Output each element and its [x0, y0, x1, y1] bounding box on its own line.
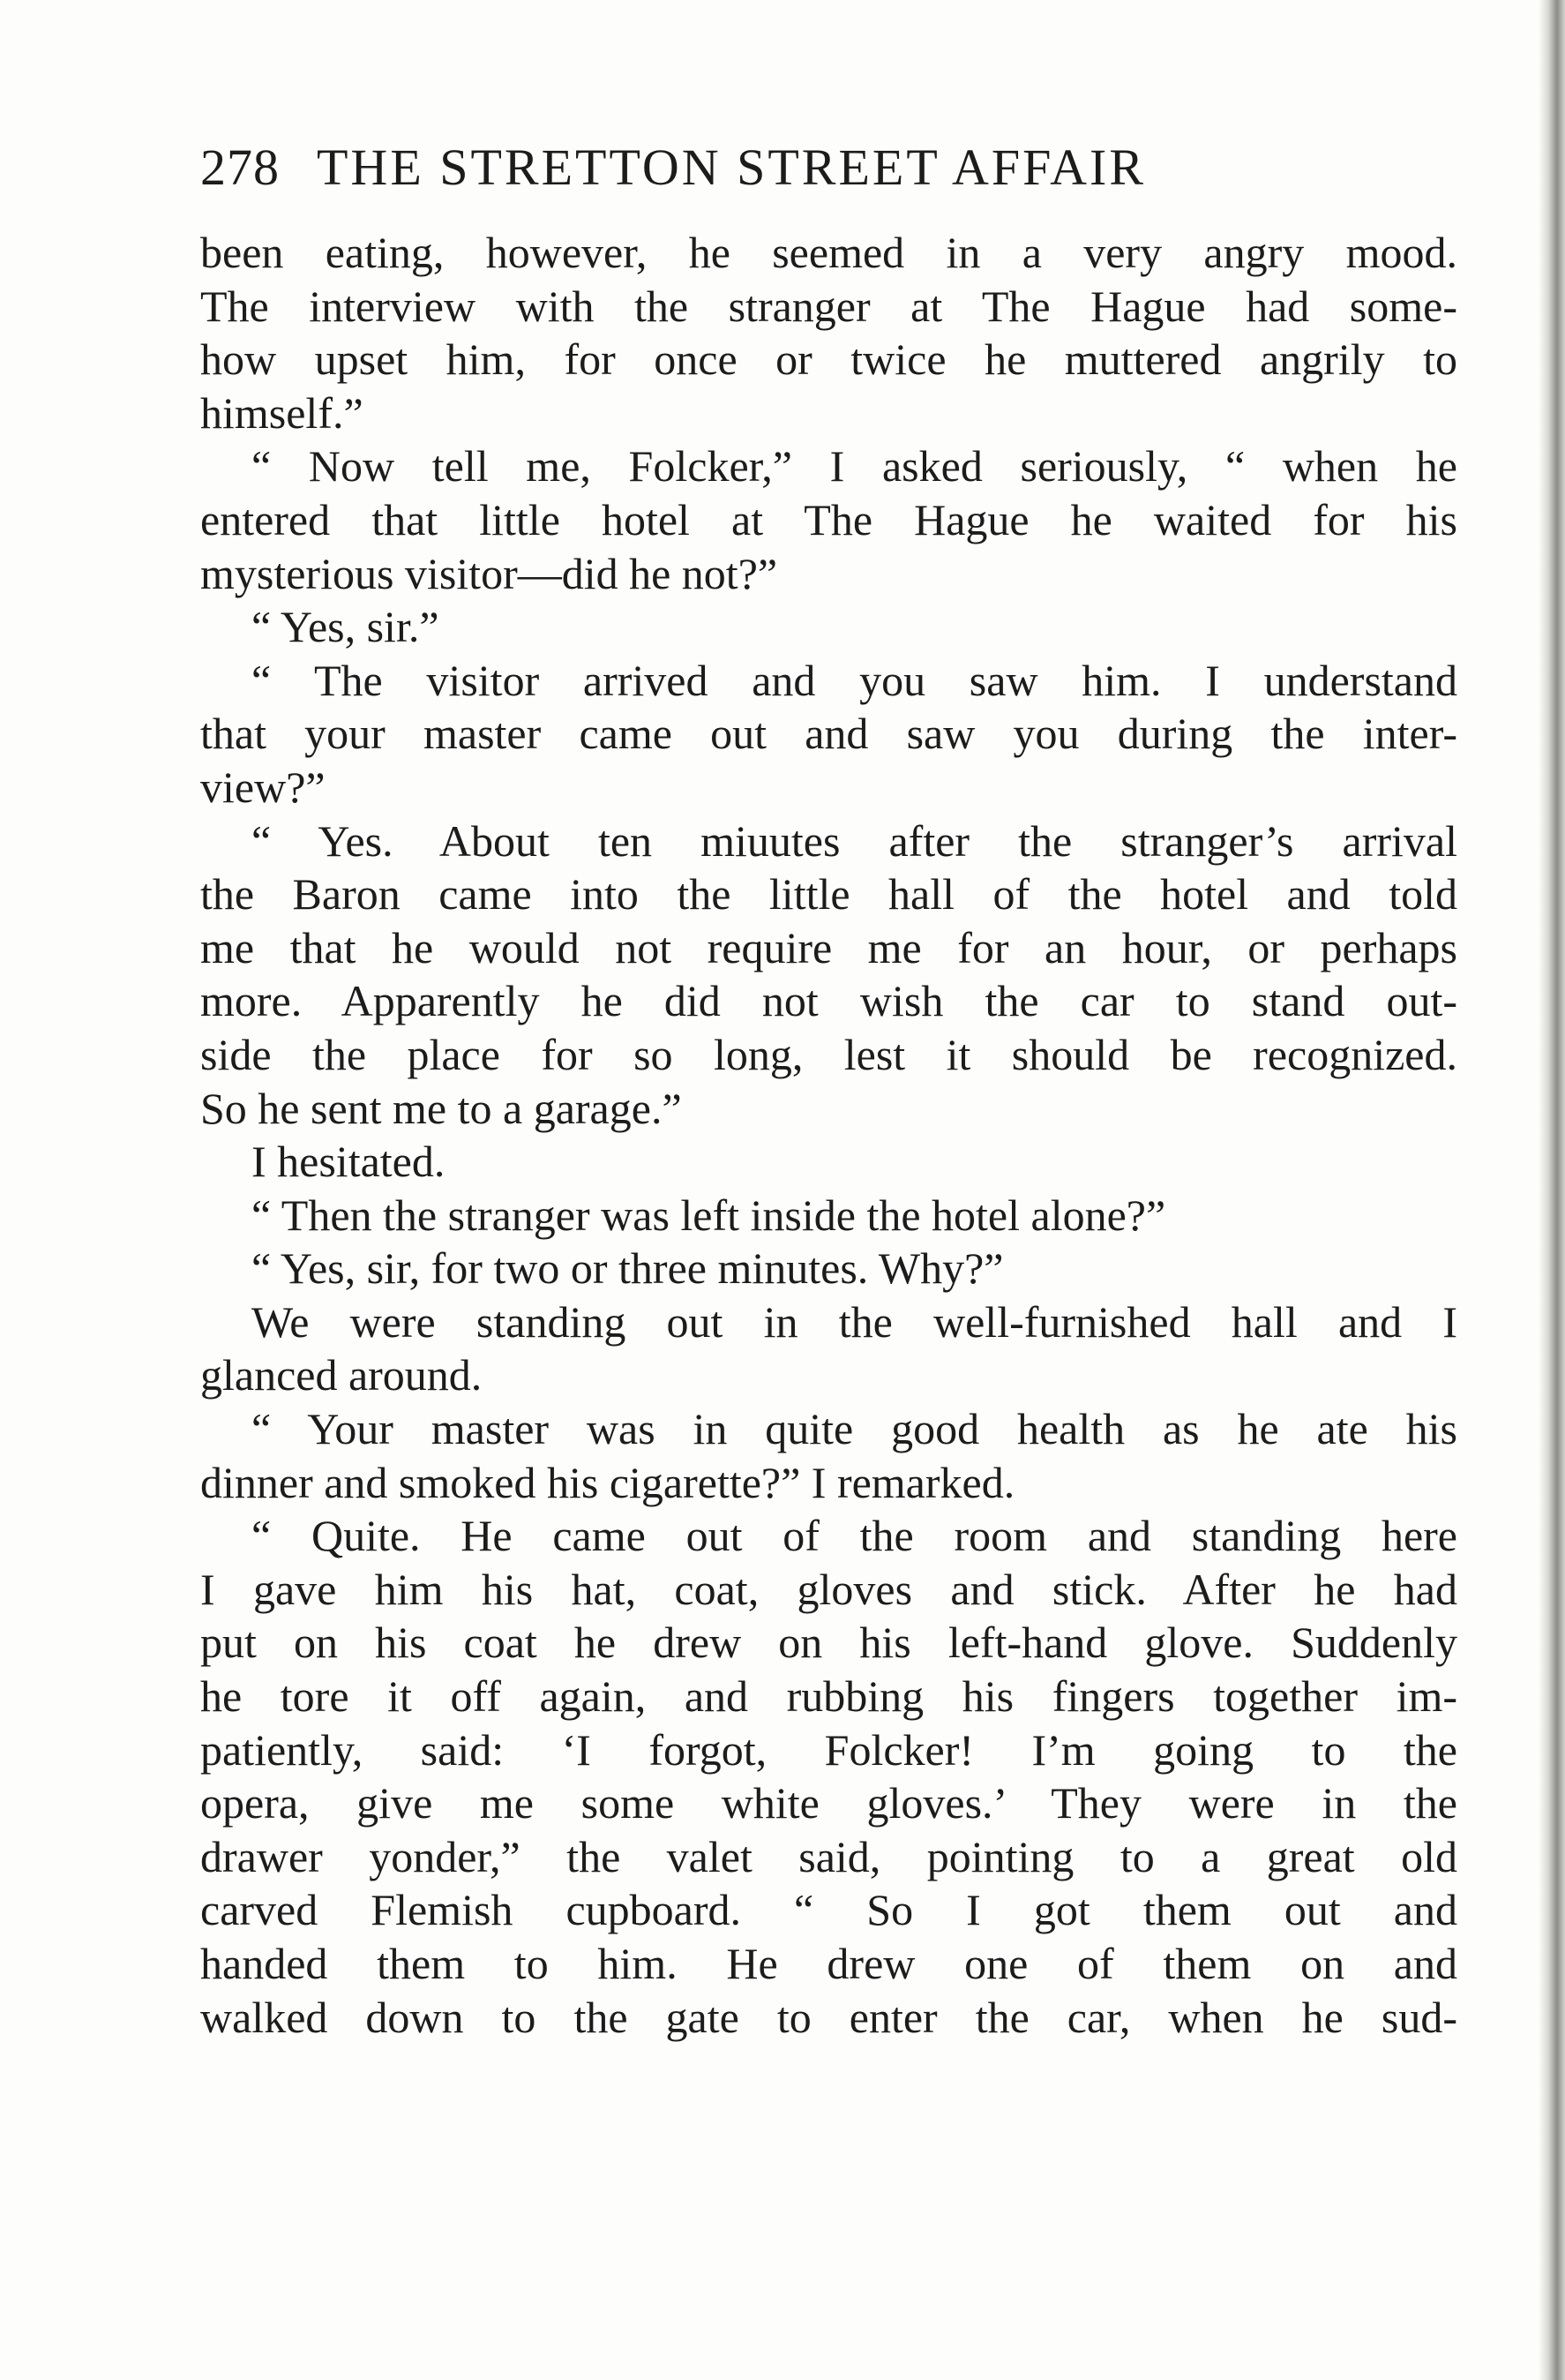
- text-line: me that he would not require me for an hour, or perhaps: [200, 922, 1457, 972]
- text-line: mysterious visitor—did he not?”: [200, 548, 778, 598]
- text-line: that your master came out and saw you during the inter-: [200, 709, 1457, 759]
- text-line: put on his coat he drew on his left-hand glove. Suddenly: [200, 1618, 1457, 1668]
- text-line: So he sent me to a garage.”: [200, 1083, 682, 1133]
- text-line: “ Yes, sir, for two or three minutes. Why?”: [251, 1243, 1004, 1294]
- body-text: [200, 226, 1457, 2044]
- text-line: “ Yes. About ten miuutes after the stranger’s arrival: [251, 815, 1457, 866]
- text-line: I hesitated.: [251, 1137, 446, 1187]
- text-line: “ Your master was in quite good health as he ate his: [251, 1404, 1457, 1454]
- text-line: been eating, however, he seemed in a very angry mood.: [200, 228, 1457, 277]
- text-line: opera, give me some white gloves.’ They were in the: [200, 1778, 1457, 1828]
- text-line: carved Flemish cupboard. “ So I got them out and: [200, 1885, 1457, 1935]
- text-line: I gave him his hat, coat, gloves and stick. After he had: [200, 1564, 1457, 1614]
- text-line: drawer yonder,” the valet said, pointing to a great old: [200, 1831, 1457, 1881]
- text-line: We were standing out in the well-furnished hall and I: [251, 1296, 1457, 1347]
- text-line: the Baron came into the little hall of the hotel and told: [200, 869, 1457, 920]
- text-line: walked down to the gate to enter the car, when he sud-: [200, 1992, 1457, 2042]
- text-line: more. Apparently he did not wish the car to stand out-: [200, 976, 1457, 1026]
- text-line: entered that little hotel at The Hague he waited for his: [200, 494, 1457, 544]
- text-line: “ The visitor arrived and you saw him. I understand: [251, 655, 1457, 705]
- text-line: dinner and smoked his cigarette?” I remarked.: [200, 1457, 1015, 1507]
- text-line: side the place for so long, lest it should be recognized.: [200, 1029, 1457, 1079]
- text-line: how upset him, for once or twice he muttered angrily to: [200, 334, 1457, 385]
- text-line: handed them to him. He drew one of them on and: [200, 1939, 1457, 1988]
- text-line: himself.”: [200, 387, 363, 438]
- text-line: he tore it off again, and rubbing his fingers together im-: [200, 1671, 1457, 1722]
- book-title: THE STRETTON STREET AFFAIR: [317, 139, 1147, 196]
- text-line: “ Then the stranger was left inside the hotel alone?”: [251, 1190, 1166, 1240]
- text-line: “ Quite. He came out of the room and standing here: [251, 1511, 1457, 1561]
- text-line: “ Yes, sir.”: [251, 602, 439, 652]
- text-line: The interview with the stranger at The Hague had some-: [200, 281, 1457, 331]
- text-line: glanced around.: [200, 1350, 483, 1400]
- running-head: [200, 132, 1453, 203]
- text-line: patiently, said: ‘I forgot, Folcker! I’m going to the: [200, 1724, 1457, 1775]
- text-line: “ Now tell me, Folcker,” I asked seriously, “ when he: [251, 441, 1457, 492]
- page-number: 278: [200, 139, 280, 196]
- page-binding-edge: [1539, 0, 1565, 2380]
- text-line: view?”: [200, 762, 326, 812]
